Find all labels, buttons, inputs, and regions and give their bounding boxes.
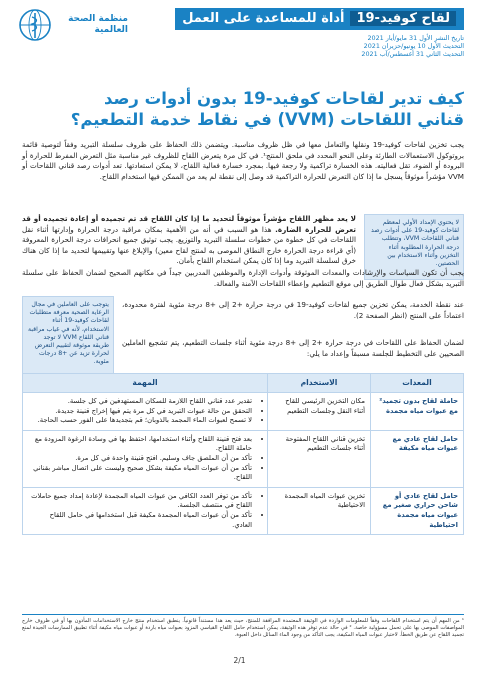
info-box-text: يتوجب على العاملين في مجال الرعاية الصحية معرفة متطلبات لقاحات كوفيد-19 أثناء الاستخدام، لأنه في غياب مراقبة قناني اللقاح VVM لا توجد طريقة موثوقة لتقييم التعرض لحرارة تزيد عن +8 درجات مئوية. bbox=[27, 301, 109, 366]
task-item: • تأكد من توفر العدد الكافي من عبوات المياه المجمدة لإعادة إمداد جميع حاملات اللقاح في منتصف الجلسة. bbox=[28, 492, 252, 511]
task-item: • التحقق من حالة عبوات التبريد في كل مرة يتم فيها إخراج قنينة جديدة. bbox=[28, 407, 252, 417]
header-banner bbox=[175, 8, 464, 30]
task-item: • تأكد من أن الملصق جاف وسليم. افتح قنينة واحدة في كل مرة. bbox=[28, 454, 252, 464]
page-number: 2/1 bbox=[233, 656, 246, 665]
task-cell bbox=[23, 487, 268, 534]
use-cell: تخزين قناني اللقاح المفتوحة أثناء جلسات التطعيم bbox=[268, 430, 371, 487]
info-box-text: لا يحتوي الإمداد الأولي لمعظم لقاحات كوفيد-19 على أدوات رصد قناني اللقاحات VVM، وتتطلب درجة الحرارة المطلوبة أثناء التخزين وأثناء الاستخدام بين الحصتين. bbox=[370, 219, 459, 268]
use-cell: تخزين عبوات المياه المجمدة الاحتياطية bbox=[268, 487, 371, 534]
table-row bbox=[23, 487, 464, 534]
appearance-emphasis: لا يعد مظهر اللقاح مؤشراً موثوقاً لتحديد ما إذا كان اللقاح قد تم تجميده أو إعادة تجميده أو قد تعرض للحرارة الضارة. bbox=[22, 214, 356, 234]
org-name: منظمة الصحة العالمية bbox=[68, 14, 128, 35]
banner-subtitle: أداة للمساعدة على العمل bbox=[182, 11, 345, 26]
task-cell bbox=[23, 393, 268, 431]
equipment-cell: حاملة لقاح بدون تجميد² مع عبوات مياه مجمدة bbox=[371, 393, 464, 431]
who-logo bbox=[18, 8, 128, 48]
task-item: • بعد فتح قنينة اللقاح وأثناء استخدامها، احتفظ بها في وسادة الرغوة المزودة مع حاملة اللقاح. bbox=[28, 435, 252, 454]
footnotes: ¹ من المهم أن يتم استخدام اللقاحات وفقاً للمعلومات الواردة في الوثيقة المعتمدة المرافقة للمنتج، حيث يعد هذا مستنداً قانونياً. ينطبق استخدام منتج خارج الاستخدامات المأذون بها أو في ظروف خارج المواصفات الموصى بها على تحمل مسؤولية خاصة. ² في حالة عدم توفر هذه الوثيقة، يمكن استخدام حامل اللقاح القياسي المزود بعبوات مياه باردة أو عبوات مياه مكيفة أثناء تطبيق الممارسات الجيدة لمنع تجميد اللقاح عن طريق الخطأ. لاختبار عبوات المياه المكيفة، يجب التأكد من وجود الماء السائل داخل العبوة. bbox=[22, 614, 464, 639]
task-cell bbox=[23, 430, 268, 487]
appearance-detail: هذا هو السبب في أنه من الأهمية بمكان مراقبة درجة الحرارة وإدارتها أثناء نقل اللقاحات في كل خطوة من خطوات سلسلة التبريد والتوزيع. يجب توثيق جميع انحرافات درجة الحرارة المعروفة (أي قراءة درجة الحرارة خارج النطاق الموصى به لمنتج لقاح معين) والإبلاغ عنها وتقييمها لتحديد ما إذا كان هناك خرق لسلسلة التبريد وما إذا كان يمكن استخدام اللقاح بأمان. bbox=[22, 224, 356, 266]
who-emblem-icon bbox=[18, 8, 52, 42]
task-item: • لا تسمح لعبوات الماء المجمد بالذوبان؛ قم بتجديدها على الفور حسب الحاجة. bbox=[28, 416, 252, 426]
column-header: المعدات bbox=[371, 374, 464, 393]
use-cell: مكان التخزين الرئيسي للقاح أثناء النقل وجلسات التطعيم bbox=[268, 393, 371, 431]
publication-dates bbox=[300, 34, 464, 58]
info-box-thermometer bbox=[22, 296, 114, 378]
column-header: الاستخدام bbox=[268, 374, 371, 393]
date-line: التحديث الأول 10 يونيو/حزيران 2021 bbox=[363, 42, 464, 50]
equipment-cell: حامل لقاح عادي مع عبوات مياه مكيفة bbox=[371, 430, 464, 487]
storage-paragraph: عند نقطة الخدمة، يمكن تخزين جميع لقاحات كوفيد-19 في درجة حرارة +2 إلى +8 درجة مئوية لفترة محدودة، اعتماداً على المنتج (انظر الصفحة 2). bbox=[122, 300, 464, 320]
date-line: التحديث الثاني 31 أغسطس/آب 2021 bbox=[361, 50, 464, 58]
table-row bbox=[23, 430, 464, 487]
task-item: • تأكد من أن عبوات المياه مكيفة بشكل صحيح وليست على اتصال مباشر بقناني اللقاح. bbox=[28, 464, 252, 483]
session-paragraph: لضمان الحفاظ على اللقاحات في درجة حرارة +2 إلى +8 درجة مئوية أثناء جلسات التطعيم، يتم تشجيع العاملين الصحيين على التخطيط للجلسة مسبقاً وإعداد ما يلي: bbox=[122, 338, 464, 358]
table-header-row bbox=[23, 374, 464, 393]
equipment-table bbox=[22, 373, 464, 535]
intro-paragraph: يجب تخزين لقاحات كوفيد-19 ونقلها والتعامل معها في ظل ظروف مناسبة. ويتضمن ذلك الحفاظ على ظروف سلسلة التبريد وفقاً لتوصية قائمة بروتوكول الاستعمالات الطارئة وعلى النحو المحدد في ملحق المنتج¹. في كل مرة يتعرض اللقاح للظروف غير مناسبة مثل التعرض المفرط للحرارة أو البرودة أو الضوء، تقل فعاليته. هذه الخسارة تراكمية ولا رجعة فيها. بمجرد خسارة فعالية اللقاح، لا يمكن استعادتها. تعد أدوات رصد قناني اللقاحات أو VVM مؤشراً موثوقاً يسجل ما إذا كان التعرض للحرارة التراكمية قد وصل إلى نقطة لم يعد من الممكن فيها استخدام اللقاح. bbox=[22, 140, 464, 181]
task-item: • تقدير عدد قناني اللقاح اللازمة للسكان المستهدفين في كل جلسة. bbox=[28, 397, 252, 407]
banner-product: لقاح كوفيد-19 bbox=[350, 11, 456, 26]
page-title: كيف تدير لقاحات كوفيد-19 بدون أدوات رصد قناني اللقاحات (VVM) في نقاط خدمة التطعيم؟ bbox=[70, 89, 464, 129]
policy-paragraph: يجب أن تكون السياسات والإرشادات والمعدات الموثوقة وأدوات الإدارة والموظفين المدربين جيداً في مكانهم الصحيح لضمان الحفاظ على سلسلة التبريد بشكل فعال طوال الطريق إلى موقع التطعيم وإعطاء اللقاحات الآمنة والفعالة. bbox=[22, 268, 464, 288]
date-line: تاريخ النشر الأول 31 مايو/أيار 2021 bbox=[367, 34, 464, 42]
column-header: المهمة bbox=[23, 374, 268, 393]
table-row bbox=[23, 393, 464, 431]
equipment-cell: حامل لقاح عادي أو شاحن حراري صغير مع عبوات مياه مجمدة احتياطية bbox=[371, 487, 464, 534]
appearance-paragraph bbox=[22, 214, 356, 267]
task-item: • تأكد من أن عبوات المياه المجمدة مكيفة قبل استخدامها في حامل اللقاح العادي. bbox=[28, 511, 252, 530]
